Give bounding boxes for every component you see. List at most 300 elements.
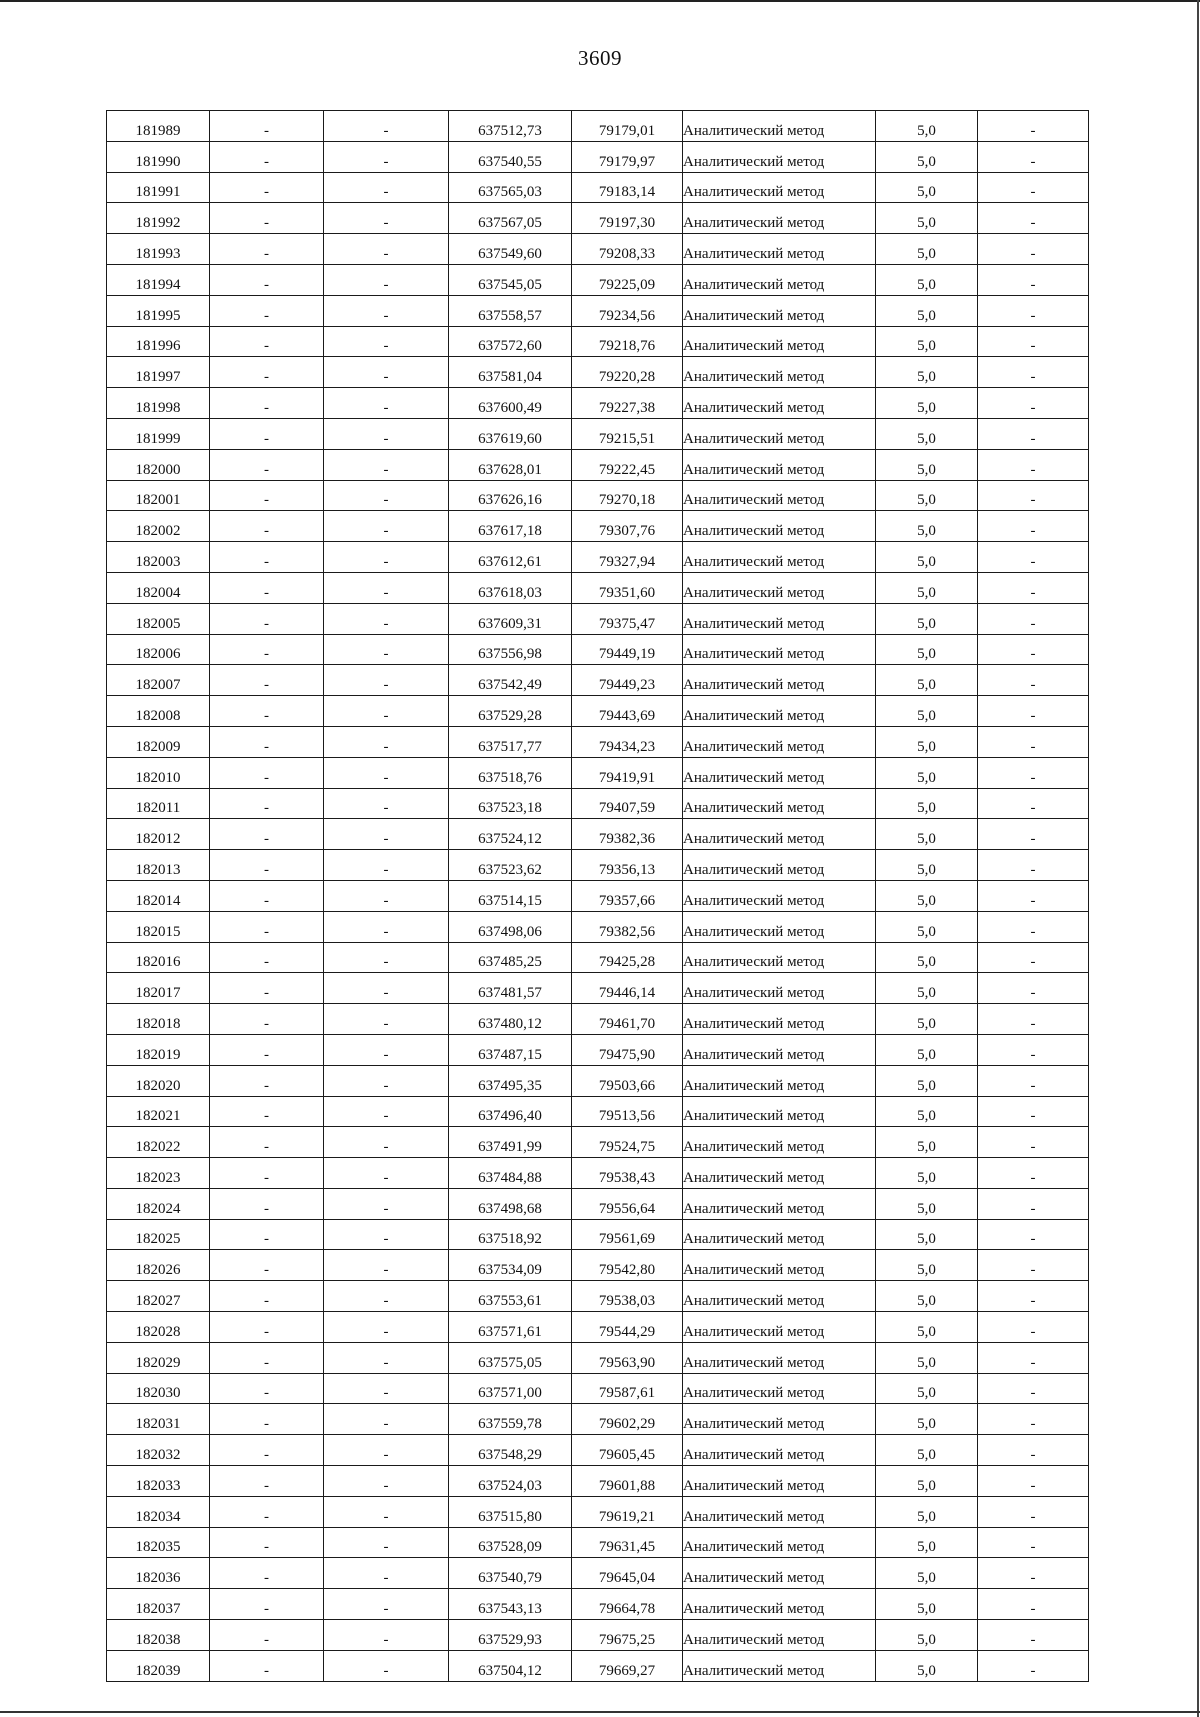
empty-x-old-cell: -: [210, 1250, 324, 1281]
point-number-cell: 182019: [107, 1034, 210, 1065]
accuracy-cell: 5,0: [876, 1158, 978, 1189]
method-cell: Аналитический метод: [683, 1219, 876, 1250]
x-coordinate-cell: 637524,03: [449, 1466, 572, 1497]
method-cell: Аналитический метод: [683, 1650, 876, 1681]
page-number: 3609: [578, 46, 622, 70]
empty-x-old-cell: -: [210, 203, 324, 234]
empty-description-cell: -: [978, 357, 1089, 388]
accuracy-cell: 5,0: [876, 1373, 978, 1404]
x-coordinate-cell: 637484,88: [449, 1158, 572, 1189]
point-number-cell: 181999: [107, 418, 210, 449]
method-cell: Аналитический метод: [683, 1620, 876, 1651]
accuracy-cell: 5,0: [876, 357, 978, 388]
table-row: [107, 511, 1089, 542]
empty-y-old-cell: -: [324, 111, 449, 142]
table-row: [107, 1589, 1089, 1620]
empty-x-old-cell: -: [210, 1342, 324, 1373]
x-coordinate-cell: 637571,61: [449, 1312, 572, 1343]
y-coordinate-cell: 79675,25: [572, 1620, 683, 1651]
method-cell: Аналитический метод: [683, 911, 876, 942]
x-coordinate-cell: 637540,79: [449, 1558, 572, 1589]
empty-y-old-cell: -: [324, 234, 449, 265]
page-edge-top: [0, 0, 1200, 2]
x-coordinate-cell: 637487,15: [449, 1034, 572, 1065]
accuracy-cell: 5,0: [876, 850, 978, 881]
method-cell: Аналитический метод: [683, 1065, 876, 1096]
empty-description-cell: -: [978, 572, 1089, 603]
table-row: [107, 1004, 1089, 1035]
empty-description-cell: -: [978, 1589, 1089, 1620]
empty-x-old-cell: -: [210, 326, 324, 357]
accuracy-cell: 5,0: [876, 1620, 978, 1651]
y-coordinate-cell: 79307,76: [572, 511, 683, 542]
table-row: [107, 449, 1089, 480]
accuracy-cell: 5,0: [876, 264, 978, 295]
empty-description-cell: -: [978, 203, 1089, 234]
point-number-cell: 182038: [107, 1620, 210, 1651]
x-coordinate-cell: 637581,04: [449, 357, 572, 388]
method-cell: Аналитический метод: [683, 726, 876, 757]
table-row: [107, 234, 1089, 265]
empty-y-old-cell: -: [324, 418, 449, 449]
table-row: [107, 911, 1089, 942]
empty-y-old-cell: -: [324, 1650, 449, 1681]
empty-description-cell: -: [978, 172, 1089, 203]
empty-x-old-cell: -: [210, 1589, 324, 1620]
empty-x-old-cell: -: [210, 357, 324, 388]
y-coordinate-cell: 79351,60: [572, 572, 683, 603]
table-body: [107, 111, 1089, 1682]
x-coordinate-cell: 637512,73: [449, 111, 572, 142]
accuracy-cell: 5,0: [876, 757, 978, 788]
point-number-cell: 182025: [107, 1219, 210, 1250]
y-coordinate-cell: 79270,18: [572, 480, 683, 511]
point-number-cell: 181995: [107, 295, 210, 326]
empty-x-old-cell: -: [210, 1404, 324, 1435]
accuracy-cell: 5,0: [876, 511, 978, 542]
empty-description-cell: -: [978, 1650, 1089, 1681]
point-number-cell: 182026: [107, 1250, 210, 1281]
accuracy-cell: 5,0: [876, 172, 978, 203]
y-coordinate-cell: 79179,01: [572, 111, 683, 142]
method-cell: Аналитический метод: [683, 696, 876, 727]
method-cell: Аналитический метод: [683, 295, 876, 326]
method-cell: Аналитический метод: [683, 973, 876, 1004]
y-coordinate-cell: 79419,91: [572, 757, 683, 788]
empty-description-cell: -: [978, 234, 1089, 265]
x-coordinate-cell: 637498,06: [449, 911, 572, 942]
y-coordinate-cell: 79222,45: [572, 449, 683, 480]
point-number-cell: 182018: [107, 1004, 210, 1035]
method-cell: Аналитический метод: [683, 1004, 876, 1035]
method-cell: Аналитический метод: [683, 1466, 876, 1497]
x-coordinate-cell: 637518,92: [449, 1219, 572, 1250]
empty-x-old-cell: -: [210, 1558, 324, 1589]
point-number-cell: 182029: [107, 1342, 210, 1373]
accuracy-cell: 5,0: [876, 1127, 978, 1158]
y-coordinate-cell: 79538,43: [572, 1158, 683, 1189]
x-coordinate-cell: 637515,80: [449, 1496, 572, 1527]
empty-y-old-cell: -: [324, 326, 449, 357]
y-coordinate-cell: 79215,51: [572, 418, 683, 449]
table-row: [107, 942, 1089, 973]
empty-x-old-cell: -: [210, 1466, 324, 1497]
x-coordinate-cell: 637545,05: [449, 264, 572, 295]
method-cell: Аналитический метод: [683, 141, 876, 172]
empty-y-old-cell: -: [324, 511, 449, 542]
point-number-cell: 182033: [107, 1466, 210, 1497]
empty-y-old-cell: -: [324, 1127, 449, 1158]
table-row: [107, 1219, 1089, 1250]
table-row: [107, 172, 1089, 203]
empty-x-old-cell: -: [210, 1373, 324, 1404]
point-number-cell: 182031: [107, 1404, 210, 1435]
empty-description-cell: -: [978, 542, 1089, 573]
empty-description-cell: -: [978, 1558, 1089, 1589]
point-number-cell: 182011: [107, 788, 210, 819]
point-number-cell: 182021: [107, 1096, 210, 1127]
y-coordinate-cell: 79513,56: [572, 1096, 683, 1127]
table-row: [107, 1373, 1089, 1404]
empty-x-old-cell: -: [210, 480, 324, 511]
method-cell: Аналитический метод: [683, 1342, 876, 1373]
x-coordinate-cell: 637529,93: [449, 1620, 572, 1651]
y-coordinate-cell: 79375,47: [572, 603, 683, 634]
x-coordinate-cell: 637491,99: [449, 1127, 572, 1158]
method-cell: Аналитический метод: [683, 1034, 876, 1065]
y-coordinate-cell: 79602,29: [572, 1404, 683, 1435]
method-cell: Аналитический метод: [683, 234, 876, 265]
point-number-cell: 182017: [107, 973, 210, 1004]
accuracy-cell: 5,0: [876, 1496, 978, 1527]
empty-x-old-cell: -: [210, 726, 324, 757]
table-row: [107, 1281, 1089, 1312]
x-coordinate-cell: 637548,29: [449, 1435, 572, 1466]
table-row: [107, 326, 1089, 357]
table-row: [107, 203, 1089, 234]
table-row: [107, 973, 1089, 1004]
accuracy-cell: 5,0: [876, 973, 978, 1004]
empty-x-old-cell: -: [210, 973, 324, 1004]
method-cell: Аналитический метод: [683, 1250, 876, 1281]
y-coordinate-cell: 79449,19: [572, 634, 683, 665]
y-coordinate-cell: 79587,61: [572, 1373, 683, 1404]
method-cell: Аналитический метод: [683, 264, 876, 295]
page-edge-right: [1197, 0, 1199, 1717]
x-coordinate-cell: 637619,60: [449, 418, 572, 449]
accuracy-cell: 5,0: [876, 480, 978, 511]
empty-description-cell: -: [978, 1281, 1089, 1312]
point-number-cell: 182014: [107, 880, 210, 911]
method-cell: Аналитический метод: [683, 942, 876, 973]
accuracy-cell: 5,0: [876, 1312, 978, 1343]
table-row: [107, 1435, 1089, 1466]
empty-y-old-cell: -: [324, 1496, 449, 1527]
accuracy-cell: 5,0: [876, 819, 978, 850]
empty-description-cell: -: [978, 1188, 1089, 1219]
empty-description-cell: -: [978, 511, 1089, 542]
x-coordinate-cell: 637542,49: [449, 665, 572, 696]
method-cell: Аналитический метод: [683, 634, 876, 665]
x-coordinate-cell: 637612,61: [449, 542, 572, 573]
empty-x-old-cell: -: [210, 757, 324, 788]
method-cell: Аналитический метод: [683, 1158, 876, 1189]
table-row: [107, 1127, 1089, 1158]
empty-y-old-cell: -: [324, 449, 449, 480]
accuracy-cell: 5,0: [876, 111, 978, 142]
empty-description-cell: -: [978, 141, 1089, 172]
coordinates-table: [106, 110, 1089, 1682]
empty-x-old-cell: -: [210, 449, 324, 480]
x-coordinate-cell: 637575,05: [449, 1342, 572, 1373]
y-coordinate-cell: 79220,28: [572, 357, 683, 388]
x-coordinate-cell: 637549,60: [449, 234, 572, 265]
point-number-cell: 182020: [107, 1065, 210, 1096]
empty-description-cell: -: [978, 1466, 1089, 1497]
method-cell: Аналитический метод: [683, 880, 876, 911]
accuracy-cell: 5,0: [876, 449, 978, 480]
x-coordinate-cell: 637559,78: [449, 1404, 572, 1435]
table-row: [107, 1650, 1089, 1681]
x-coordinate-cell: 637626,16: [449, 480, 572, 511]
empty-description-cell: -: [978, 665, 1089, 696]
empty-y-old-cell: -: [324, 603, 449, 634]
table-row: [107, 1620, 1089, 1651]
empty-y-old-cell: -: [324, 357, 449, 388]
method-cell: Аналитический метод: [683, 1404, 876, 1435]
method-cell: Аналитический метод: [683, 1188, 876, 1219]
point-number-cell: 181993: [107, 234, 210, 265]
table-row: [107, 665, 1089, 696]
accuracy-cell: 5,0: [876, 1004, 978, 1035]
empty-y-old-cell: -: [324, 788, 449, 819]
table-row: [107, 418, 1089, 449]
x-coordinate-cell: 637609,31: [449, 603, 572, 634]
empty-y-old-cell: -: [324, 634, 449, 665]
empty-y-old-cell: -: [324, 1250, 449, 1281]
y-coordinate-cell: 79544,29: [572, 1312, 683, 1343]
x-coordinate-cell: 637558,57: [449, 295, 572, 326]
x-coordinate-cell: 637540,55: [449, 141, 572, 172]
x-coordinate-cell: 637618,03: [449, 572, 572, 603]
table-row: [107, 1034, 1089, 1065]
accuracy-cell: 5,0: [876, 203, 978, 234]
empty-x-old-cell: -: [210, 696, 324, 727]
empty-x-old-cell: -: [210, 1620, 324, 1651]
empty-y-old-cell: -: [324, 911, 449, 942]
method-cell: Аналитический метод: [683, 172, 876, 203]
table-row: [107, 141, 1089, 172]
empty-y-old-cell: -: [324, 1589, 449, 1620]
method-cell: Аналитический метод: [683, 418, 876, 449]
x-coordinate-cell: 637600,49: [449, 388, 572, 419]
empty-y-old-cell: -: [324, 203, 449, 234]
method-cell: Аналитический метод: [683, 111, 876, 142]
table-row: [107, 1096, 1089, 1127]
method-cell: Аналитический метод: [683, 1096, 876, 1127]
y-coordinate-cell: 79208,33: [572, 234, 683, 265]
method-cell: Аналитический метод: [683, 1281, 876, 1312]
method-cell: Аналитический метод: [683, 1373, 876, 1404]
table-row: [107, 757, 1089, 788]
empty-x-old-cell: -: [210, 1435, 324, 1466]
table-row: [107, 880, 1089, 911]
empty-y-old-cell: -: [324, 757, 449, 788]
empty-y-old-cell: -: [324, 388, 449, 419]
empty-description-cell: -: [978, 264, 1089, 295]
point-number-cell: 181994: [107, 264, 210, 295]
empty-x-old-cell: -: [210, 1281, 324, 1312]
empty-description-cell: -: [978, 1096, 1089, 1127]
y-coordinate-cell: 79631,45: [572, 1527, 683, 1558]
accuracy-cell: 5,0: [876, 1342, 978, 1373]
empty-description-cell: -: [978, 788, 1089, 819]
y-coordinate-cell: 79475,90: [572, 1034, 683, 1065]
empty-y-old-cell: -: [324, 1373, 449, 1404]
point-number-cell: 182037: [107, 1589, 210, 1620]
y-coordinate-cell: 79669,27: [572, 1650, 683, 1681]
method-cell: Аналитический метод: [683, 1312, 876, 1343]
empty-x-old-cell: -: [210, 850, 324, 881]
table-row: [107, 388, 1089, 419]
empty-x-old-cell: -: [210, 141, 324, 172]
x-coordinate-cell: 637556,98: [449, 634, 572, 665]
point-number-cell: 182024: [107, 1188, 210, 1219]
x-coordinate-cell: 637480,12: [449, 1004, 572, 1035]
accuracy-cell: 5,0: [876, 1281, 978, 1312]
empty-y-old-cell: -: [324, 295, 449, 326]
table-row: [107, 1527, 1089, 1558]
empty-x-old-cell: -: [210, 572, 324, 603]
x-coordinate-cell: 637504,12: [449, 1650, 572, 1681]
empty-description-cell: -: [978, 326, 1089, 357]
point-number-cell: 182002: [107, 511, 210, 542]
accuracy-cell: 5,0: [876, 1589, 978, 1620]
empty-y-old-cell: -: [324, 1004, 449, 1035]
accuracy-cell: 5,0: [876, 1188, 978, 1219]
point-number-cell: 182006: [107, 634, 210, 665]
empty-description-cell: -: [978, 449, 1089, 480]
y-coordinate-cell: 79234,56: [572, 295, 683, 326]
empty-description-cell: -: [978, 388, 1089, 419]
y-coordinate-cell: 79227,38: [572, 388, 683, 419]
y-coordinate-cell: 79503,66: [572, 1065, 683, 1096]
table-row: [107, 1496, 1089, 1527]
table-row: [107, 1250, 1089, 1281]
empty-x-old-cell: -: [210, 942, 324, 973]
table-row: [107, 1065, 1089, 1096]
x-coordinate-cell: 637523,62: [449, 850, 572, 881]
y-coordinate-cell: 79605,45: [572, 1435, 683, 1466]
empty-y-old-cell: -: [324, 665, 449, 696]
accuracy-cell: 5,0: [876, 326, 978, 357]
table-row: [107, 572, 1089, 603]
point-number-cell: 182009: [107, 726, 210, 757]
point-number-cell: 181991: [107, 172, 210, 203]
method-cell: Аналитический метод: [683, 788, 876, 819]
y-coordinate-cell: 79664,78: [572, 1589, 683, 1620]
accuracy-cell: 5,0: [876, 234, 978, 265]
point-number-cell: 182015: [107, 911, 210, 942]
point-number-cell: 182016: [107, 942, 210, 973]
accuracy-cell: 5,0: [876, 726, 978, 757]
table-row: [107, 1312, 1089, 1343]
empty-description-cell: -: [978, 1158, 1089, 1189]
table-row: [107, 542, 1089, 573]
empty-x-old-cell: -: [210, 388, 324, 419]
empty-y-old-cell: -: [324, 850, 449, 881]
empty-y-old-cell: -: [324, 1065, 449, 1096]
table-row: [107, 603, 1089, 634]
empty-description-cell: -: [978, 1065, 1089, 1096]
empty-x-old-cell: -: [210, 634, 324, 665]
point-number-cell: 181989: [107, 111, 210, 142]
method-cell: Аналитический метод: [683, 819, 876, 850]
empty-y-old-cell: -: [324, 1466, 449, 1497]
x-coordinate-cell: 637617,18: [449, 511, 572, 542]
empty-description-cell: -: [978, 1373, 1089, 1404]
point-number-cell: 182013: [107, 850, 210, 881]
point-number-cell: 181997: [107, 357, 210, 388]
y-coordinate-cell: 79542,80: [572, 1250, 683, 1281]
method-cell: Аналитический метод: [683, 388, 876, 419]
method-cell: Аналитический метод: [683, 449, 876, 480]
empty-description-cell: -: [978, 850, 1089, 881]
empty-x-old-cell: -: [210, 542, 324, 573]
accuracy-cell: 5,0: [876, 911, 978, 942]
y-coordinate-cell: 79619,21: [572, 1496, 683, 1527]
method-cell: Аналитический метод: [683, 1589, 876, 1620]
method-cell: Аналитический метод: [683, 203, 876, 234]
accuracy-cell: 5,0: [876, 665, 978, 696]
empty-description-cell: -: [978, 603, 1089, 634]
point-number-cell: 181998: [107, 388, 210, 419]
table-row: [107, 1404, 1089, 1435]
table-row: [107, 1466, 1089, 1497]
empty-y-old-cell: -: [324, 1312, 449, 1343]
method-cell: Аналитический метод: [683, 850, 876, 881]
x-coordinate-cell: 637518,76: [449, 757, 572, 788]
empty-description-cell: -: [978, 111, 1089, 142]
point-number-cell: 182007: [107, 665, 210, 696]
empty-x-old-cell: -: [210, 1034, 324, 1065]
empty-description-cell: -: [978, 1404, 1089, 1435]
table-row: [107, 726, 1089, 757]
empty-description-cell: -: [978, 418, 1089, 449]
y-coordinate-cell: 79327,94: [572, 542, 683, 573]
accuracy-cell: 5,0: [876, 1527, 978, 1558]
y-coordinate-cell: 79443,69: [572, 696, 683, 727]
x-coordinate-cell: 637528,09: [449, 1527, 572, 1558]
y-coordinate-cell: 79556,64: [572, 1188, 683, 1219]
point-number-cell: 182028: [107, 1312, 210, 1343]
y-coordinate-cell: 79601,88: [572, 1466, 683, 1497]
point-number-cell: 182000: [107, 449, 210, 480]
empty-description-cell: -: [978, 1219, 1089, 1250]
y-coordinate-cell: 79524,75: [572, 1127, 683, 1158]
method-cell: Аналитический метод: [683, 1558, 876, 1589]
accuracy-cell: 5,0: [876, 1096, 978, 1127]
x-coordinate-cell: 637572,60: [449, 326, 572, 357]
point-number-cell: 182027: [107, 1281, 210, 1312]
accuracy-cell: 5,0: [876, 696, 978, 727]
empty-y-old-cell: -: [324, 1435, 449, 1466]
y-coordinate-cell: 79197,30: [572, 203, 683, 234]
x-coordinate-cell: 637565,03: [449, 172, 572, 203]
x-coordinate-cell: 637496,40: [449, 1096, 572, 1127]
empty-x-old-cell: -: [210, 819, 324, 850]
empty-x-old-cell: -: [210, 418, 324, 449]
